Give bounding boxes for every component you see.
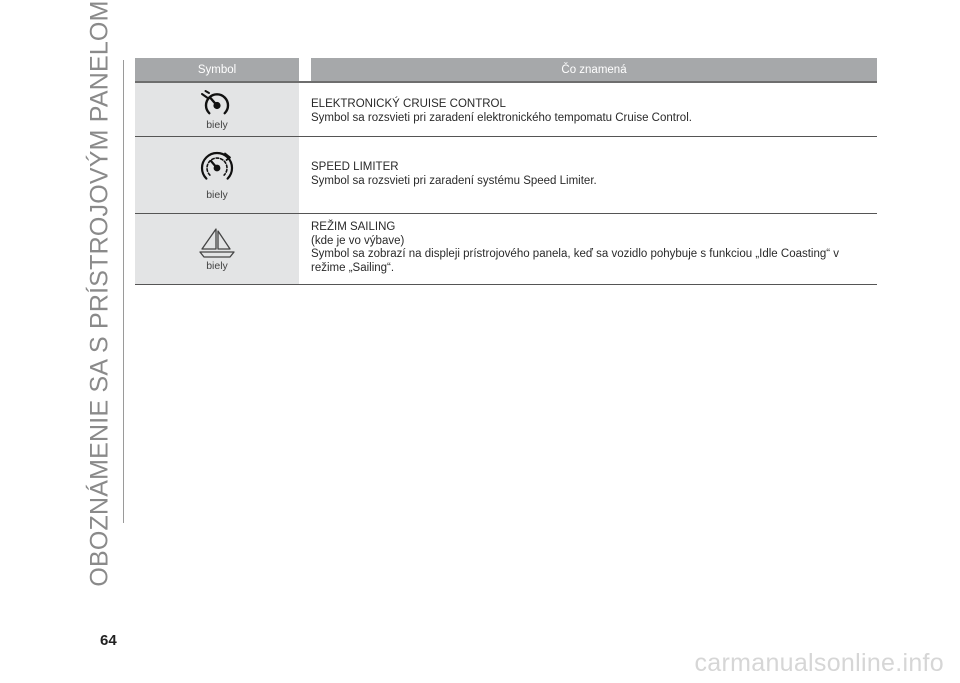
symbol-cell <box>135 214 299 284</box>
meaning-note: (kde je vo výbave) <box>311 234 405 247</box>
symbol-table <box>135 58 877 285</box>
meaning-text: Symbol sa rozsvieti pri zaradení elektronického tempomatu Cruise Control. <box>311 111 692 124</box>
meaning-text-cont: režime „Sailing“. <box>311 261 395 274</box>
meaning-title: ELEKTRONICKÝ CRUISE CONTROL <box>311 98 506 110</box>
speed-limiter-icon <box>198 149 236 183</box>
section-side-title-text: OBOZNÁMENIE SA S PRÍSTROJOVÝM PANELOM <box>85 0 114 587</box>
watermark: carmanualsonline.info <box>694 649 944 677</box>
side-divider <box>123 60 124 523</box>
table-row <box>135 137 877 214</box>
header-symbol: Symbol <box>135 58 299 81</box>
meaning-text: Symbol sa rozsvieti pri zaradení systému Speed Limiter. <box>311 174 597 187</box>
symbol-caption: biely <box>206 119 228 131</box>
table-row <box>135 83 877 137</box>
section-side-title <box>82 0 118 587</box>
meaning-title: REŽIM SAILING <box>311 221 396 233</box>
meaning-title: SPEED LIMITER <box>311 161 399 173</box>
sailing-boat-icon <box>197 227 237 259</box>
table-header <box>135 58 877 81</box>
table-row <box>135 214 877 285</box>
meaning-cell <box>311 137 877 213</box>
meaning-cell <box>311 214 877 284</box>
meaning-text: Symbol sa zobrazí na displeji prístrojového panela, keď sa vozidlo pohybuje s funkciou „Idle Coasting“ v <box>311 248 840 260</box>
symbol-caption: biely <box>206 259 228 272</box>
symbol-cell <box>135 137 299 213</box>
cruise-control-icon <box>200 88 234 118</box>
page-number: 64 <box>100 632 117 649</box>
symbol-caption: biely <box>206 189 228 201</box>
header-meaning: Čo znamená <box>311 58 877 81</box>
meaning-cell <box>311 83 877 136</box>
symbol-cell <box>135 83 299 136</box>
